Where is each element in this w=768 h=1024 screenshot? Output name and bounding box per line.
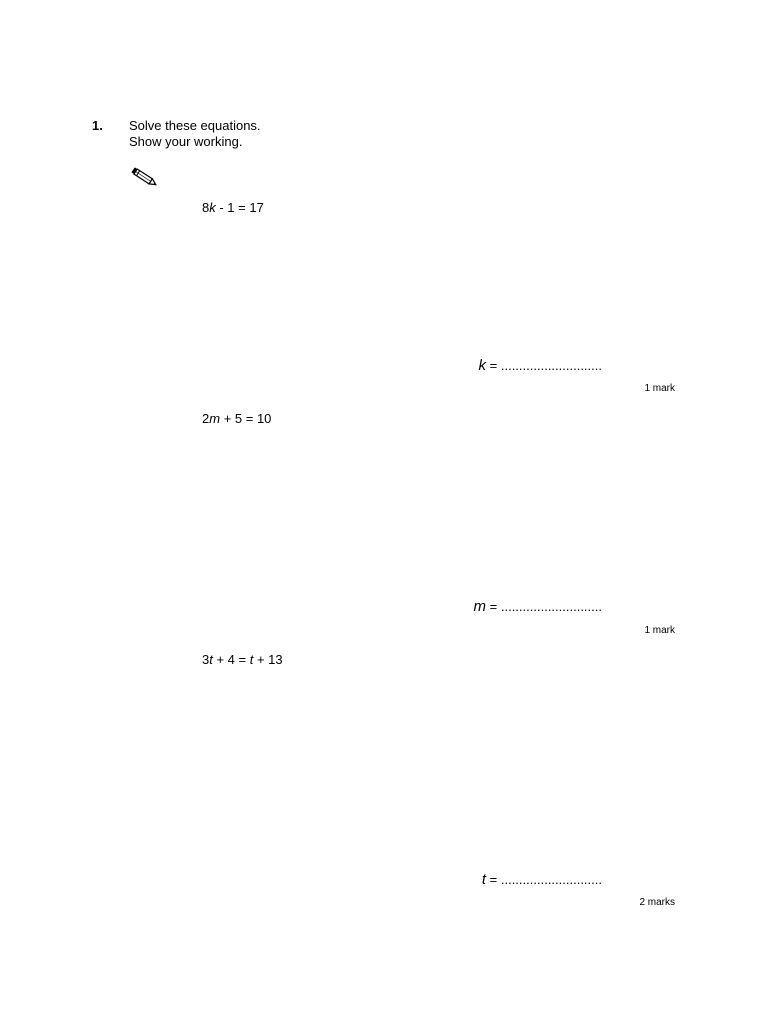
marks-label-a: 1 mark [644,383,675,394]
equation-a [202,200,264,216]
equation-c [202,652,283,668]
question-number: 1. [92,118,103,133]
equation-c-coef: 3 [202,652,210,667]
answer-c-variable: t [481,871,487,888]
answer-c-blank: = ............................ [486,872,602,887]
equation-c-variable: t [209,652,213,667]
marks-label-b: 1 mark [644,625,675,636]
equation-b-rest: + 5 = 10 [220,411,272,426]
equation-b-coef: 2 [202,411,210,426]
pencil-icon [129,166,159,188]
equation-b [202,411,271,427]
answer-b-blank: = ............................ [486,599,602,614]
answer-a-blank: = ............................ [486,358,602,373]
answer-line-a[interactable] [479,357,602,375]
instruction-subtext: Show your working. [129,134,243,149]
equation-a-rest: - 1 = 17 [215,200,264,215]
marks-label-c: 2 marks [639,897,675,908]
instruction-text: Solve these equations. [129,118,261,133]
equation-a-coef: 8 [202,200,210,215]
answer-a-variable: k [478,357,487,374]
answer-line-b[interactable] [474,598,602,616]
equation-c-variable-2: t [249,652,254,667]
equation-a-variable: k [209,200,216,215]
answer-line-c[interactable] [482,871,602,889]
equation-c-rest: + 13 [253,652,283,667]
answer-b-variable: m [473,598,487,615]
equation-c-middle: + 4 = [212,652,250,667]
equation-b-variable: m [209,411,221,426]
